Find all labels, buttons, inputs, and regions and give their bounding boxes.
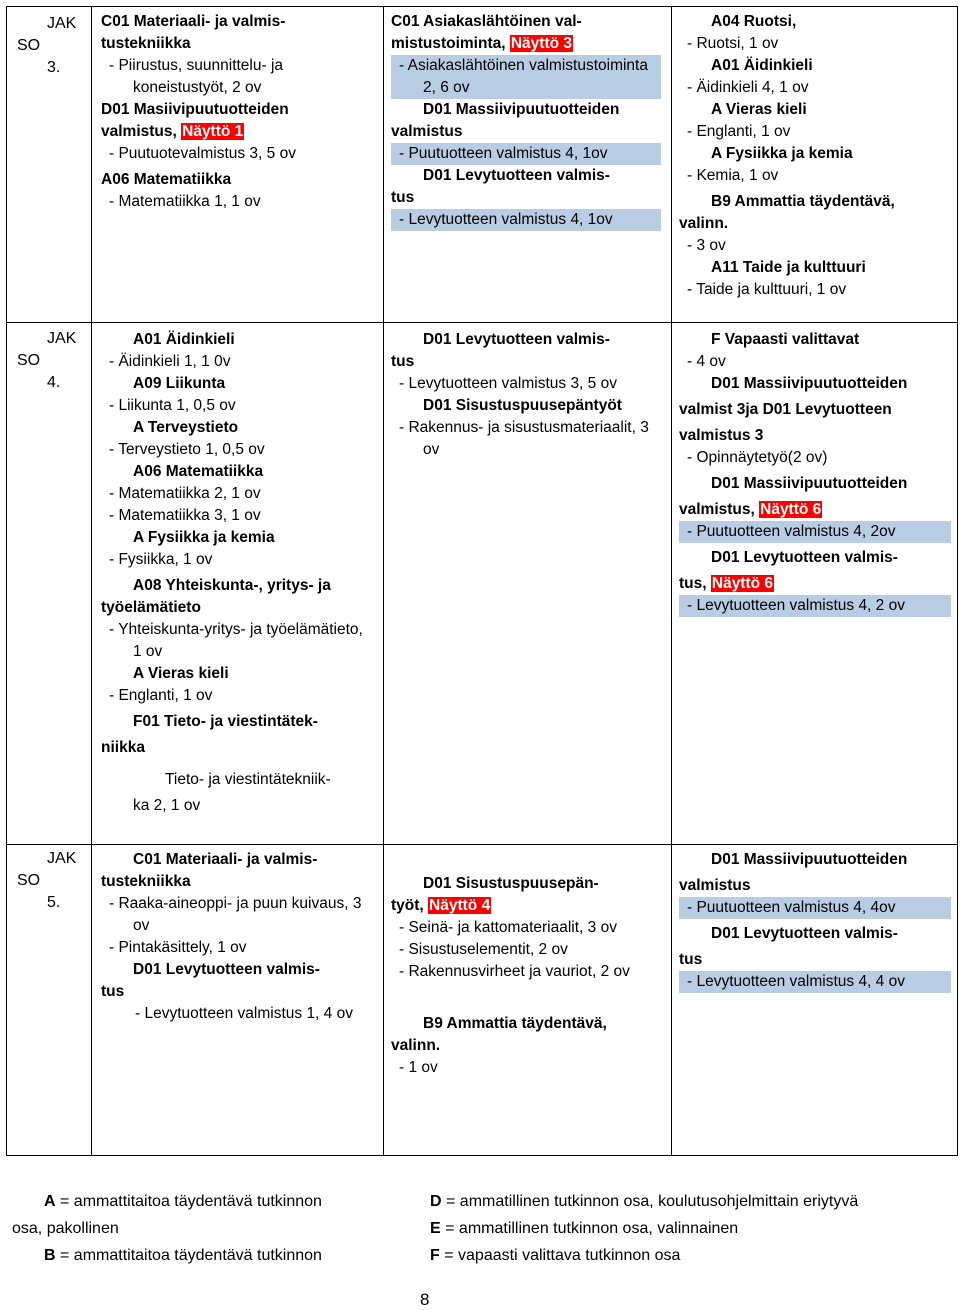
course-heading: A09 Liikunta: [133, 375, 226, 392]
course-item: - Englanti, 1 ov: [109, 687, 213, 704]
course-heading: tus: [391, 189, 415, 206]
course-item: - Sisustuselementit, 2 ov: [399, 941, 568, 958]
course-heading: valinn.: [391, 1037, 441, 1054]
legend-text: osa, pakollinen: [12, 1220, 119, 1237]
course-heading: tus: [101, 983, 125, 1000]
legend-d: [430, 1188, 950, 1215]
cell-c3-r2: [679, 329, 951, 617]
course-heading: D01 Levytuotteen valmis-: [133, 961, 320, 978]
heading-text: tus,: [679, 575, 707, 592]
course-item: - Levytuotteen valmistus 4, 4 ov: [679, 971, 951, 993]
course-item: - Levytuotteen valmistus 4, 2 ov: [679, 595, 951, 617]
course-item: - Äidinkieli 4, 1 ov: [687, 79, 809, 96]
course-heading: tustekniikka: [101, 35, 191, 52]
legend-key: D: [430, 1193, 442, 1210]
course-heading: A11 Taide ja kulttuuri: [711, 259, 866, 276]
course-heading: niikka: [101, 739, 145, 756]
course-heading: valinn.: [679, 215, 729, 232]
cell-c3-r1: [679, 11, 951, 301]
period-jak: JAK: [47, 330, 77, 347]
course-item: - Seinä- ja kattomateriaalit, 3 ov: [399, 919, 617, 936]
course-heading: A01 Äidinkieli: [711, 57, 813, 74]
cell-c1-r1: [101, 11, 369, 213]
course-heading: D01 Sisustuspuusepän-: [423, 875, 599, 892]
course-item: ka 2, 1 ov: [133, 797, 201, 814]
course-heading: valmist 3ja D01 Levytuotteen: [679, 401, 892, 418]
course-heading: valmistus: [391, 123, 463, 140]
course-heading: A Vieras kieli: [133, 665, 229, 682]
course-heading: D01 Levytuotteen valmis-: [423, 167, 610, 184]
course-heading: valmistus 3: [679, 427, 764, 444]
course-heading: valmistus: [679, 877, 751, 894]
course-heading: B9 Ammattia täydentävä,: [423, 1015, 607, 1032]
period-label: [7, 848, 91, 914]
course-item: - Opinnäytetyö(2 ov): [687, 449, 828, 466]
row-divider: [7, 844, 957, 845]
course-item: - Puutuotteen valmistus 4, 2ov: [679, 521, 951, 543]
course-heading: [679, 499, 951, 521]
course-item: - Englanti, 1 ov: [687, 123, 791, 140]
course-item: - 4 ov: [687, 353, 726, 370]
cell-c2-r1: [391, 11, 661, 231]
legend-text: = ammattitaitoa täydentävä tutkinnon: [60, 1193, 322, 1210]
period-number: 5.: [47, 894, 61, 911]
cell-c1-r3: [101, 849, 369, 1025]
course-item: - Asiakaslähtöinen valmistustoiminta 2, 6 ov: [391, 55, 661, 99]
course-item: - 3 ov: [687, 237, 726, 254]
course-heading: A06 Matematiikka: [101, 171, 232, 188]
legend-text: = ammatillinen tutkinnon osa, koulutusohjelmittain eriytyvä: [446, 1193, 859, 1210]
course-heading: D01 Sisustuspuusepäntyöt: [423, 397, 622, 414]
course-item: - Taide ja kulttuuri, 1 ov: [687, 281, 847, 298]
course-heading: F Vapaasti valittavat: [711, 331, 860, 348]
course-item: - Pintakäsittely, 1 ov: [109, 939, 247, 956]
course-item: - Raaka-aineoppi- ja puun kuivaus, 3 ov: [109, 895, 362, 934]
course-heading: tus: [679, 951, 703, 968]
course-item: - Levytuotteen valmistus 4, 1ov: [391, 209, 661, 231]
course-item: Tieto- ja viestintätekniik-: [165, 771, 331, 788]
row-divider: [7, 322, 957, 323]
period-label: [7, 328, 91, 394]
heading-text: valmistus,: [679, 501, 755, 518]
curriculum-table: [6, 6, 958, 1156]
naytto-badge: Näyttö 4: [429, 897, 491, 914]
period-jak: JAK: [47, 850, 77, 867]
legend-right: [430, 1188, 950, 1269]
legend-key: B: [44, 1247, 56, 1264]
course-item: - Levytuotteen valmistus 1, 4 ov: [135, 1005, 353, 1022]
naytto-badge: Näyttö 1: [182, 123, 244, 140]
page-number: 8: [420, 1290, 430, 1309]
course-item: - Rakennus- ja sisustusmateriaalit, 3 ov: [399, 419, 649, 458]
course-item: - Levytuotteen valmistus 3, 5 ov: [399, 375, 617, 392]
course-item: - Puutuotevalmistus 3, 5 ov: [109, 145, 296, 162]
course-heading: C01 Materiaali- ja valmis-: [133, 851, 318, 868]
course-item: - Puutuotteen valmistus 4, 1ov: [391, 143, 661, 165]
course-heading: D01 Massiivipuutuotteiden: [711, 475, 908, 492]
course-item: - Puutuotteen valmistus 4, 4ov: [679, 897, 951, 919]
column-divider: [91, 7, 92, 1155]
legend-text: = ammatillinen tutkinnon osa, valinnainen: [445, 1220, 739, 1237]
course-item: - 1 ov: [399, 1059, 438, 1076]
period-number: 3.: [47, 59, 61, 76]
heading-text: mistustoiminta,: [391, 35, 506, 52]
course-item: - Matematiikka 2, 1 ov: [109, 485, 261, 502]
legend-a: [12, 1188, 382, 1215]
course-heading: A06 Matematiikka: [133, 463, 264, 480]
course-item: - Kemia, 1 ov: [687, 167, 779, 184]
course-heading: D01 Massiivipuutuotteiden: [423, 101, 620, 118]
legend-text: = vapaasti valittava tutkinnon osa: [444, 1247, 681, 1264]
course-heading: D01 Levytuotteen valmis-: [711, 549, 898, 566]
course-heading: tus: [391, 353, 415, 370]
course-heading: tustekniikka: [101, 873, 191, 890]
legend-key: E: [430, 1220, 441, 1237]
course-heading: B9 Ammattia täydentävä,: [711, 193, 895, 210]
course-heading: A Terveystieto: [133, 419, 239, 436]
course-item: - Liikunta 1, 0,5 ov: [109, 397, 236, 414]
course-item: - Piirustus, suunnittelu- ja koneistustyöt, 2 ov: [109, 57, 284, 96]
naytto-badge: Näyttö 3: [510, 35, 573, 52]
course-item: - Äidinkieli 1, 1 0v: [109, 353, 231, 370]
cell-c1-r2: [101, 329, 369, 817]
course-heading: A Fysiikka ja kemia: [133, 529, 275, 546]
period-label: [7, 13, 91, 79]
naytto-badge: Näyttö 6: [711, 575, 774, 592]
course-heading: A01 Äidinkieli: [133, 331, 235, 348]
naytto-badge: Näyttö 6: [760, 501, 822, 518]
course-heading: [391, 895, 661, 917]
course-heading: työelämätieto: [101, 599, 201, 616]
course-heading: A Fysiikka ja kemia: [711, 145, 853, 162]
course-heading: D01 Masiivipuutuotteiden: [101, 101, 289, 118]
course-heading: C01 Materiaali- ja valmis-: [101, 13, 286, 30]
course-item: - Rakennusvirheet ja vauriot, 2 ov: [399, 963, 630, 980]
legend-left: [12, 1188, 382, 1269]
heading-text: valmistus,: [101, 123, 177, 140]
course-heading: D01 Massiivipuutuotteiden: [711, 851, 908, 868]
heading-text: työt,: [391, 897, 424, 914]
course-heading: F01 Tieto- ja viestintätek-: [133, 713, 318, 730]
course-heading: A08 Yhteiskunta-, yritys- ja: [133, 577, 331, 594]
period-jak: JAK: [47, 15, 77, 32]
course-item: - Matematiikka 3, 1 ov: [109, 507, 261, 524]
legend-key: A: [44, 1193, 56, 1210]
cell-c3-r3: [679, 849, 951, 993]
course-item: - Fysiikka, 1 ov: [109, 551, 213, 568]
course-item: - Yhteiskunta-yritys- ja työelämätieto, 1 ov: [109, 621, 363, 660]
course-heading: C01 Asiakaslähtöinen val-: [391, 13, 582, 30]
legend-text: = ammattitaitoa täydentävä tutkinnon: [60, 1247, 322, 1264]
legend-key: F: [430, 1247, 440, 1264]
cell-c2-r3: [391, 873, 661, 1079]
column-divider: [671, 7, 672, 1155]
course-heading: A04 Ruotsi,: [711, 13, 797, 30]
legend-b: [12, 1242, 382, 1269]
period-so: SO: [17, 352, 41, 369]
course-item: - Ruotsi, 1 ov: [687, 35, 779, 52]
cell-c2-r2: [391, 329, 661, 461]
course-heading: [391, 33, 661, 55]
period-so: SO: [17, 872, 41, 889]
column-divider: [383, 7, 384, 1155]
period-number: 4.: [47, 374, 61, 391]
legend-e: [430, 1215, 950, 1242]
course-item: - Matematiikka 1, 1 ov: [109, 193, 261, 210]
legend-f: [430, 1242, 950, 1269]
course-heading: [101, 121, 369, 143]
course-heading: D01 Levytuotteen valmis-: [711, 925, 898, 942]
course-heading: A Vieras kieli: [711, 101, 807, 118]
course-heading: D01 Levytuotteen valmis-: [423, 331, 610, 348]
course-item: - Terveystieto 1, 0,5 ov: [109, 441, 265, 458]
course-heading: [679, 573, 951, 595]
period-so: SO: [17, 37, 41, 54]
course-heading: D01 Massiivipuutuotteiden: [711, 375, 908, 392]
